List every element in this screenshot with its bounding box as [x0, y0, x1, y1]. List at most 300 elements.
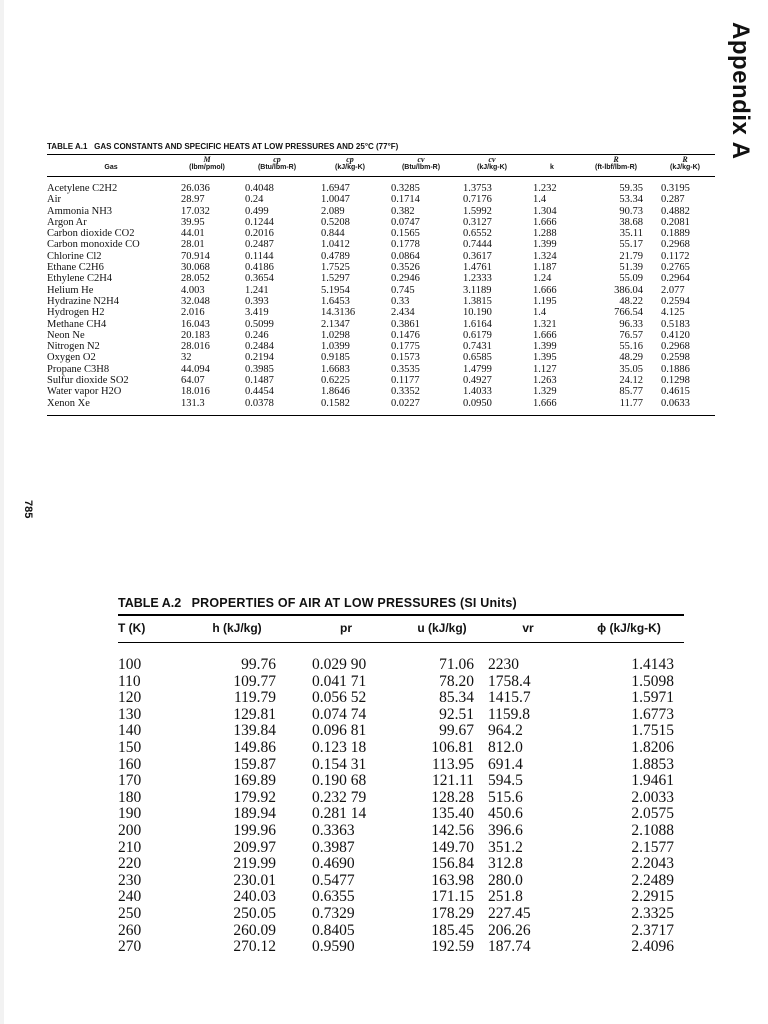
table-cell: 28.01 — [181, 239, 205, 251]
table-cell: 0.0747 — [391, 216, 420, 228]
table-cell: 210 — [118, 838, 142, 856]
table-cell: 0.5477 — [312, 871, 355, 889]
table-a2-title — [118, 596, 684, 610]
table-row — [47, 206, 715, 217]
table-cell: 70.914 — [181, 250, 210, 262]
table-cell: 10.190 — [463, 307, 492, 319]
table-cell: 1.187 — [533, 262, 557, 274]
table-cell: 0.0227 — [391, 397, 420, 409]
table-a1-title — [47, 142, 715, 151]
table-cell: 0.1775 — [391, 341, 420, 353]
table-cell: 0.1582 — [321, 397, 350, 409]
table-cell: 0.3654 — [245, 273, 274, 285]
gas-name-cell: Nitrogen N2 — [47, 341, 100, 353]
table-cell: 48.29 — [619, 352, 643, 364]
table-a1-body — [47, 177, 715, 416]
table-cell: 1.321 — [533, 318, 557, 330]
table-row — [47, 262, 715, 273]
table-cell: 1.0047 — [321, 194, 350, 206]
table-cell: 64.07 — [181, 375, 205, 387]
gas-name-cell: Hydrogen H2 — [47, 307, 105, 319]
table-cell: 351.2 — [488, 838, 523, 856]
table-cell: 812.0 — [488, 738, 523, 756]
table-cell: 90.73 — [619, 205, 643, 217]
table-cell: 76.57 — [619, 329, 643, 341]
table-cell: 1.3753 — [463, 183, 492, 194]
appendix-heading: Appendix A — [727, 22, 754, 160]
table-row — [47, 273, 715, 284]
table-row — [118, 889, 684, 906]
table-cell: 2.2043 — [631, 855, 674, 873]
table-cell: 0.1476 — [391, 329, 420, 341]
table-cell: 0.123 18 — [312, 738, 367, 756]
page-edge — [0, 0, 4, 1024]
table-cell: 1.8853 — [631, 755, 674, 773]
table-cell: 1.127 — [533, 363, 557, 375]
table-row — [47, 364, 715, 375]
table-cell: 39.95 — [181, 216, 205, 228]
table-cell: 171.15 — [431, 888, 474, 906]
table-cell: 0.844 — [321, 228, 345, 240]
table-cell: 0.3535 — [391, 363, 420, 375]
table-row — [47, 285, 715, 296]
table-a1-header-unit: k — [550, 164, 554, 171]
table-row — [118, 723, 684, 740]
table-cell: 32 — [181, 352, 192, 364]
table-cell: 0.499 — [245, 205, 269, 217]
table-cell: 32.048 — [181, 295, 210, 307]
table-cell: 0.2946 — [391, 273, 420, 285]
table-cell: 170 — [118, 772, 142, 790]
table-cell: 1.5971 — [631, 689, 674, 707]
table-row — [118, 840, 684, 857]
gas-name-cell: Ethylene C2H4 — [47, 273, 113, 285]
table-cell: 0.393 — [245, 295, 269, 307]
gas-name-cell: Acetylene C2H2 — [47, 183, 118, 194]
table-a1-header — [577, 155, 655, 177]
table-cell: 0.1177 — [391, 375, 420, 387]
table-cell: 0.3526 — [391, 262, 420, 274]
table-a1-label: TABLE A.1 — [47, 142, 88, 151]
table-cell: 1.6947 — [321, 183, 350, 194]
table-cell: 0.4186 — [245, 262, 274, 274]
table-a1-header-symbol: R — [682, 155, 688, 164]
table-cell: 2.2915 — [631, 888, 674, 906]
table-cell: 0.281 14 — [312, 805, 367, 823]
table-row — [118, 674, 684, 691]
table-cell: 0.2016 — [245, 228, 274, 240]
table-cell: 250.05 — [233, 904, 276, 922]
table-cell: 515.6 — [488, 788, 523, 806]
table-a1-grid — [47, 154, 715, 416]
table-cell: 2.1347 — [321, 318, 350, 330]
table-cell: 1.5992 — [463, 205, 492, 217]
table-row — [118, 823, 684, 840]
table-cell: 21.79 — [619, 250, 643, 262]
table-cell: 0.3127 — [463, 216, 492, 228]
table-cell: 0.056 52 — [312, 689, 367, 707]
gas-name-cell: Xenon Xe — [47, 397, 90, 409]
table-a1-header-unit: (kJ/kg-K) — [670, 164, 700, 171]
table-cell: 1415.7 — [488, 689, 531, 707]
table-row — [47, 352, 715, 363]
table-cell: 51.39 — [619, 262, 643, 274]
table-cell: 150 — [118, 738, 142, 756]
table-cell: 0.3352 — [391, 386, 420, 398]
table-a1-header — [385, 155, 457, 177]
table-cell: 1.2333 — [463, 273, 492, 285]
table-a1-header-symbol: M — [203, 155, 211, 164]
table-a1-header-symbol: cp — [273, 155, 281, 164]
table-cell: 0.154 31 — [312, 755, 367, 773]
table-cell: 48.22 — [619, 295, 643, 307]
gas-name-cell: Ammonia NH3 — [47, 205, 113, 217]
table-cell: 178.29 — [431, 904, 474, 922]
table-cell: 0.4690 — [312, 855, 355, 873]
table-cell: 35.05 — [619, 363, 643, 375]
table-cell: 0.9590 — [312, 938, 355, 956]
gas-name-cell: Ethane C2H6 — [47, 262, 104, 274]
table-cell: 1.8206 — [631, 738, 674, 756]
table-row — [47, 296, 715, 307]
table-cell: 1.0399 — [321, 341, 350, 353]
table-cell: 199.96 — [233, 821, 276, 839]
table-a1-header — [239, 155, 315, 177]
table-cell: 0.3987 — [312, 838, 355, 856]
table-cell: 0.6585 — [463, 352, 492, 364]
table-cell: 0.7176 — [463, 194, 492, 206]
table-cell: 3.419 — [245, 307, 269, 319]
table-cell: 121.11 — [431, 772, 474, 790]
table-row — [118, 806, 684, 823]
table-cell: 17.032 — [181, 205, 210, 217]
table-cell: 0.3195 — [661, 183, 690, 194]
table-cell: 106.81 — [431, 738, 474, 756]
table-a2-header: h (kJ/kg) — [184, 615, 290, 643]
table-a2-header: vr — [482, 615, 574, 643]
table-cell: 0.5099 — [245, 318, 274, 330]
table-a1-header-unit: (lbm/pmol) — [189, 164, 225, 171]
table-cell: 30.068 — [181, 262, 210, 274]
table-a1-header-symbol: R — [613, 155, 619, 164]
table-cell: 119.79 — [233, 689, 276, 707]
table-cell: 1.666 — [533, 216, 557, 228]
table-cell: 1.7525 — [321, 262, 350, 274]
table-cell: 2.1577 — [631, 838, 674, 856]
table-cell: 0.1244 — [245, 216, 274, 228]
table-cell: 0.33 — [391, 295, 410, 307]
table-cell: 0.6552 — [463, 228, 492, 240]
table-cell: 0.0950 — [463, 397, 492, 409]
table-cell: 2.3717 — [631, 921, 674, 939]
table-cell: 0.232 79 — [312, 788, 367, 806]
page-number: 785 — [22, 500, 34, 519]
table-cell: 2.016 — [181, 307, 205, 319]
table-cell: 2.0033 — [631, 788, 674, 806]
table-cell: 142.56 — [431, 821, 474, 839]
table-cell: 1.4799 — [463, 363, 492, 375]
table-a1-header — [527, 155, 577, 177]
table-cell: 169.89 — [233, 772, 276, 790]
table-cell: 1.5297 — [321, 273, 350, 285]
table-cell: 1.24 — [533, 273, 552, 285]
table-cell: 312.8 — [488, 855, 523, 873]
table-cell: 16.043 — [181, 318, 210, 330]
table-cell: 766.54 — [614, 307, 643, 319]
gas-name-cell: Carbon dioxide CO2 — [47, 228, 135, 240]
table-cell: 1.6773 — [631, 705, 674, 723]
table-cell: 0.3861 — [391, 318, 420, 330]
table-cell: 28.97 — [181, 194, 205, 206]
table-cell: 1.395 — [533, 352, 557, 364]
table-cell: 1.9461 — [631, 772, 674, 790]
table-row — [118, 643, 684, 674]
table-cell: 206.26 — [488, 921, 531, 939]
table-cell: 38.68 — [619, 216, 643, 228]
gas-name-cell: Argon Ar — [47, 216, 87, 228]
table-a2-caption: PROPERTIES OF AIR AT LOW PRESSURES (SI Units) — [191, 596, 517, 610]
table-cell: 0.7431 — [463, 341, 492, 353]
table-cell: 594.5 — [488, 772, 523, 790]
table-cell: 0.4120 — [661, 329, 690, 341]
table-cell: 1.4143 — [631, 656, 674, 673]
table-cell: 0.1172 — [661, 250, 690, 262]
table-row — [47, 251, 715, 262]
table-cell: 219.99 — [233, 855, 276, 873]
table-cell: 130 — [118, 705, 142, 723]
table-cell: 0.1778 — [391, 239, 420, 251]
table-cell: 110 — [118, 672, 141, 690]
table-cell: 85.77 — [619, 386, 643, 398]
table-cell: 14.3136 — [321, 307, 356, 319]
table-row — [118, 939, 684, 956]
table-cell: 0.2484 — [245, 341, 274, 353]
table-cell: 55.09 — [619, 273, 643, 285]
table-cell: 227.45 — [488, 904, 531, 922]
table-cell: 280.0 — [488, 871, 523, 889]
table-row — [47, 239, 715, 250]
table-cell: 156.84 — [431, 855, 474, 873]
table-cell: 0.3363 — [312, 821, 355, 839]
table-cell: 129.81 — [233, 705, 276, 723]
table-cell: 0.3985 — [245, 363, 274, 375]
table-cell: 78.20 — [439, 672, 474, 690]
table-cell: 260 — [118, 921, 142, 939]
table-cell: 964.2 — [488, 722, 523, 740]
table-a2-header: ϕ (kJ/kg-K) — [574, 615, 684, 643]
table-row — [47, 398, 715, 416]
table-cell: 160 — [118, 755, 142, 773]
table-cell: 0.8405 — [312, 921, 355, 939]
table-cell: 1.7515 — [631, 722, 674, 740]
table-cell: 192.59 — [431, 938, 474, 956]
table-cell: 44.01 — [181, 228, 205, 240]
table-cell: 131.3 — [181, 397, 205, 409]
table-cell: 1159.8 — [488, 705, 531, 723]
table-cell: 0.2194 — [245, 352, 274, 364]
table-cell: 185.45 — [431, 921, 474, 939]
table-cell: 1.304 — [533, 205, 557, 217]
table-cell: 55.17 — [619, 239, 643, 251]
table-cell: 2.4096 — [631, 938, 674, 956]
table-cell: 0.2598 — [661, 352, 690, 364]
table-cell: 1.0412 — [321, 239, 350, 251]
table-cell: 0.2594 — [661, 295, 690, 307]
table-row — [47, 177, 715, 195]
table-cell: 4.003 — [181, 284, 205, 296]
table-cell: 2.1088 — [631, 821, 674, 839]
table-a2 — [118, 596, 684, 956]
table-cell: 2.089 — [321, 205, 345, 217]
table-cell: 1.4033 — [463, 386, 492, 398]
table-a2-header: u (kJ/kg) — [402, 615, 482, 643]
table-cell: 113.95 — [431, 755, 474, 773]
table-cell: 396.6 — [488, 821, 523, 839]
table-row — [47, 341, 715, 352]
gas-name-cell: Sulfur dioxide SO2 — [47, 375, 129, 387]
table-a2-header-row — [118, 615, 684, 643]
table-cell: 1.399 — [533, 341, 557, 353]
table-cell: 0.3285 — [391, 183, 420, 194]
table-cell: 0.0378 — [245, 397, 274, 409]
table-row — [47, 319, 715, 330]
table-cell: 0.3617 — [463, 250, 492, 262]
table-cell: 0.4454 — [245, 386, 274, 398]
table-cell: 691.4 — [488, 755, 523, 773]
table-cell: 159.87 — [233, 755, 276, 773]
table-cell: 2.0575 — [631, 805, 674, 823]
table-cell: 230 — [118, 871, 142, 889]
table-cell: 109.77 — [233, 672, 276, 690]
table-cell: 0.2964 — [661, 273, 690, 285]
table-cell: 128.28 — [431, 788, 474, 806]
table-cell: 120 — [118, 689, 142, 707]
table-a1-header — [655, 155, 715, 177]
table-cell: 0.7329 — [312, 904, 355, 922]
table-cell: 0.1565 — [391, 228, 420, 240]
table-cell: 44.094 — [181, 363, 210, 375]
table-a2-header: T (K) — [118, 615, 184, 643]
table-row — [47, 217, 715, 228]
table-cell: 1.0298 — [321, 329, 350, 341]
gas-name-cell: Propane C3H8 — [47, 363, 110, 375]
table-cell: 96.33 — [619, 318, 643, 330]
gas-name-cell: Carbon monoxide CO — [47, 239, 140, 251]
table-a2-label: TABLE A.2 — [118, 596, 182, 610]
table-cell: 1.5098 — [631, 672, 674, 690]
gas-name-cell: Helium He — [47, 284, 94, 296]
table-cell: 1.4 — [533, 307, 547, 319]
table-a1-header-symbol: cv — [488, 155, 496, 164]
table-cell: 1.6164 — [463, 318, 492, 330]
table-cell: 1.195 — [533, 295, 557, 307]
table-cell: 139.84 — [233, 722, 276, 740]
table-cell: 18.016 — [181, 386, 210, 398]
table-cell: 0.24 — [245, 194, 264, 206]
table-cell: 135.40 — [431, 805, 474, 823]
table-cell: 0.6179 — [463, 329, 492, 341]
table-row — [118, 856, 684, 873]
table-cell: 0.2487 — [245, 239, 274, 251]
table-a1 — [47, 142, 715, 416]
table-cell: 270 — [118, 938, 142, 956]
table-cell: 140 — [118, 722, 142, 740]
table-cell: 200 — [118, 821, 142, 839]
table-cell: 0.041 71 — [312, 672, 367, 690]
table-cell: 53.34 — [619, 194, 643, 206]
table-row — [118, 873, 684, 890]
gas-name-cell: Chlorine Cl2 — [47, 250, 102, 262]
table-a1-header-unit: (ft-lbf/lbm-R) — [595, 164, 637, 171]
table-a1-caption: GAS CONSTANTS AND SPECIFIC HEATS AT LOW PRESSURES AND 25°C (77°F) — [94, 142, 399, 151]
table-cell: 0.190 68 — [312, 772, 367, 790]
table-cell: 189.94 — [233, 805, 276, 823]
table-cell: 0.1714 — [391, 194, 420, 206]
table-cell: 0.2081 — [661, 216, 690, 228]
table-cell: 28.052 — [181, 273, 210, 285]
table-cell: 251.8 — [488, 888, 523, 906]
table-cell: 1.263 — [533, 375, 557, 387]
table-cell: 1.666 — [533, 397, 557, 409]
table-cell: 0.6225 — [321, 375, 350, 387]
table-cell: 1.329 — [533, 386, 557, 398]
table-cell: 0.4927 — [463, 375, 492, 387]
table-cell: 55.16 — [619, 341, 643, 353]
table-a1-header-symbol: cp — [346, 155, 354, 164]
table-cell: 1.241 — [245, 284, 269, 296]
table-cell: 1.4 — [533, 194, 547, 206]
table-cell: 0.9185 — [321, 352, 350, 364]
table-cell: 1.3815 — [463, 295, 492, 307]
table-cell: 92.51 — [439, 705, 474, 723]
gas-name-cell: Water vapor H2O — [47, 386, 122, 398]
table-cell: 0.2968 — [661, 341, 690, 353]
table-cell: 1.666 — [533, 329, 557, 341]
table-cell: 2.077 — [661, 284, 685, 296]
table-a1-header — [315, 155, 385, 177]
table-cell: 0.4789 — [321, 250, 350, 262]
table-a1-header-symbol: cv — [417, 155, 425, 164]
table-cell: 0.1889 — [661, 228, 690, 240]
table-row — [47, 307, 715, 318]
table-a1-header-unit: Gas — [104, 164, 118, 171]
table-cell: 5.1954 — [321, 284, 350, 296]
table-cell: 0.1144 — [245, 250, 274, 262]
table-cell: 149.70 — [431, 838, 474, 856]
table-cell: 230.01 — [233, 871, 276, 889]
table-cell: 1.8646 — [321, 386, 350, 398]
table-cell: 1.4761 — [463, 262, 492, 274]
table-cell: 260.09 — [233, 921, 276, 939]
table-row — [118, 757, 684, 774]
table-cell: 2.434 — [391, 307, 415, 319]
table-a2-body — [118, 643, 684, 956]
table-cell: 180 — [118, 788, 142, 806]
table-row — [47, 375, 715, 386]
table-cell: 0.2968 — [661, 239, 690, 251]
gas-name-cell: Hydrazine N2H4 — [47, 295, 120, 307]
table-cell: 1.232 — [533, 183, 557, 194]
table-a1-header — [175, 155, 239, 177]
table-cell: 0.7444 — [463, 239, 492, 251]
table-cell: 71.06 — [439, 656, 474, 673]
table-cell: 2230 — [488, 656, 519, 673]
table-a1-header — [47, 155, 175, 177]
gas-name-cell: Neon Ne — [47, 329, 85, 341]
table-cell: 0.5183 — [661, 318, 690, 330]
table-cell: 0.1298 — [661, 375, 690, 387]
table-cell: 0.4615 — [661, 386, 690, 398]
